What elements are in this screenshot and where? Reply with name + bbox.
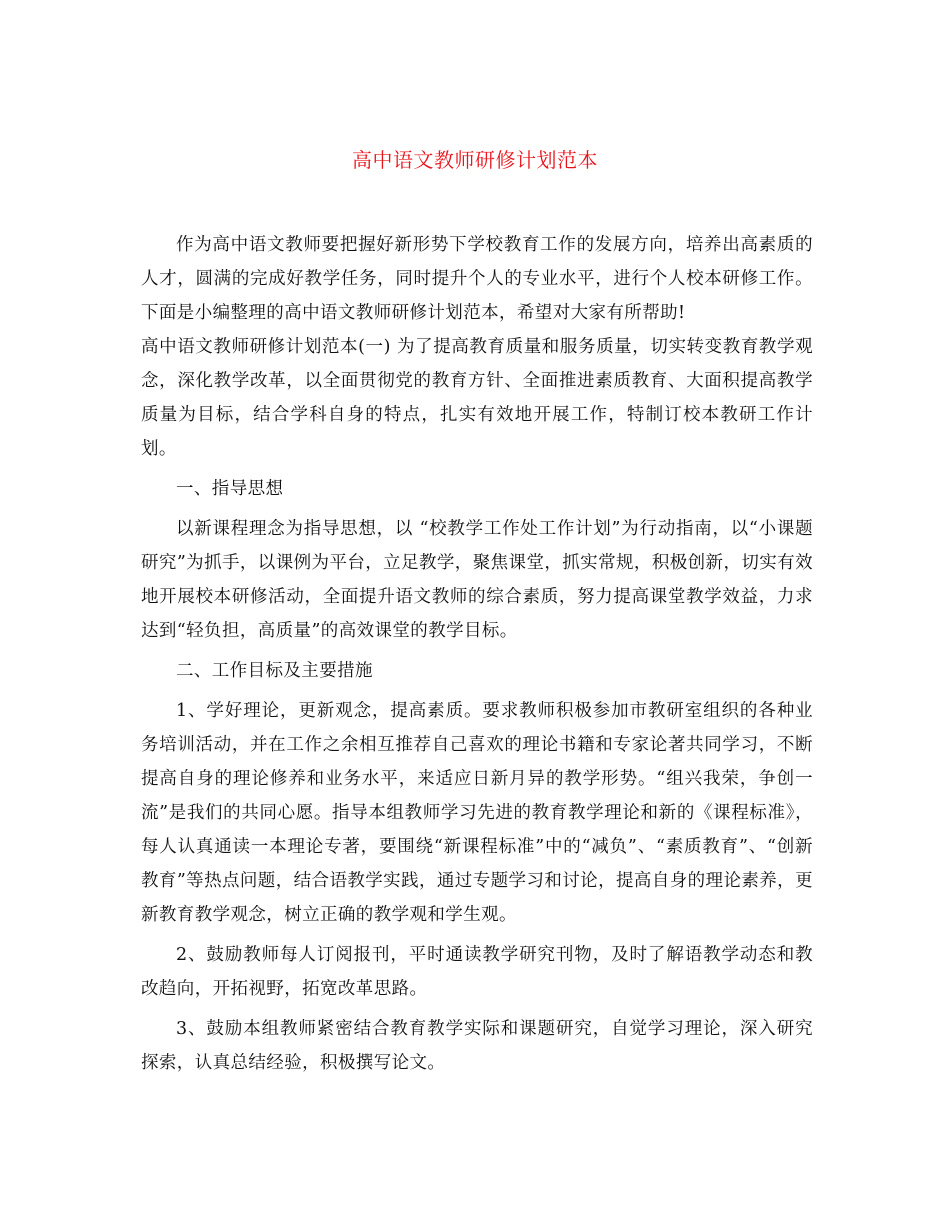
intro-paragraph: 作为高中语文教师要把握好新形势下学校教育工作的发展方向，培养出高素质的人才，圆满的完成好教学任务，同时提升个人的专业水平，进行个人校本研修工作。下面是小编整理的高中语文教师研修计划范本，希望对大家有所帮助! xyxy=(141,235,813,323)
sample-intro-text: 为了提高教育质量和服务质量，切实转变教育教学观念，深化教学改革，以全面贯彻党的教育方针、全面推进素质教育、大面积提高教学质量为目标，结合学科自身的特点，扎实有效地开展工作，特制订校本教研工作计划。 xyxy=(141,337,814,459)
document-body xyxy=(141,228,813,1080)
work-goal-item-2: 2、鼓励教师每人订阅报刊，平时通读教学研究刊物，及时了解语教学动态和教改趋向，开拓视野，拓宽改革思路。 xyxy=(141,945,813,999)
document-title: 高中语文教师研修计划范本 xyxy=(352,148,598,172)
sample-heading: 高中语文教师研修计划范本(一) xyxy=(141,337,391,357)
guiding-ideology-paragraph: 以新课程理念为指导思想，以 “校教学工作处工作计划”为行动指南，以“小课题研究”为抓手，以课例为平台，立足教学，聚焦课堂，抓实常规，积极创新，切实有效地开展校本研修活动，全面提升语文教师的综合素质，努力提高课堂教学效益，力求达到“轻负担，高质量”的高效课堂的教学目标。 xyxy=(141,519,813,641)
work-goal-item-3: 3、鼓励本组教师紧密结合教育教学实际和课题研究，自觉学习理论，深入研究探索，认真总结经验，积极撰写论文。 xyxy=(141,1019,813,1073)
section-heading-work-goals: 二、工作目标及主要措施 xyxy=(176,661,373,681)
work-goal-item-1: 1、学好理论，更新观念，提高素质。要求教师积极参加市教研室组织的各种业务培训活动，并在工作之余相互推荐自己喜欢的理论书籍和专家论著共同学习，不断提高自身的理论修养和业务水平，来适应日新月异的教学形势。“组兴我荣，争创一流”是我们的共同心愿。指导本组教师学习先进的教育教学理论和新的《课程标准》，每人认真通读一本理论专著，要围绕“新课程标准”中的“减负”、“素质教育”、“创新教育”等热点问题，结合语教学实践，通过专题学习和讨论，提高自身的理论素养，更新教育教学观念，树立正确的教学观和学生观。 xyxy=(141,701,813,925)
section-heading-guiding-ideology: 一、指导思想 xyxy=(176,479,284,499)
sample-paragraph xyxy=(141,330,813,466)
